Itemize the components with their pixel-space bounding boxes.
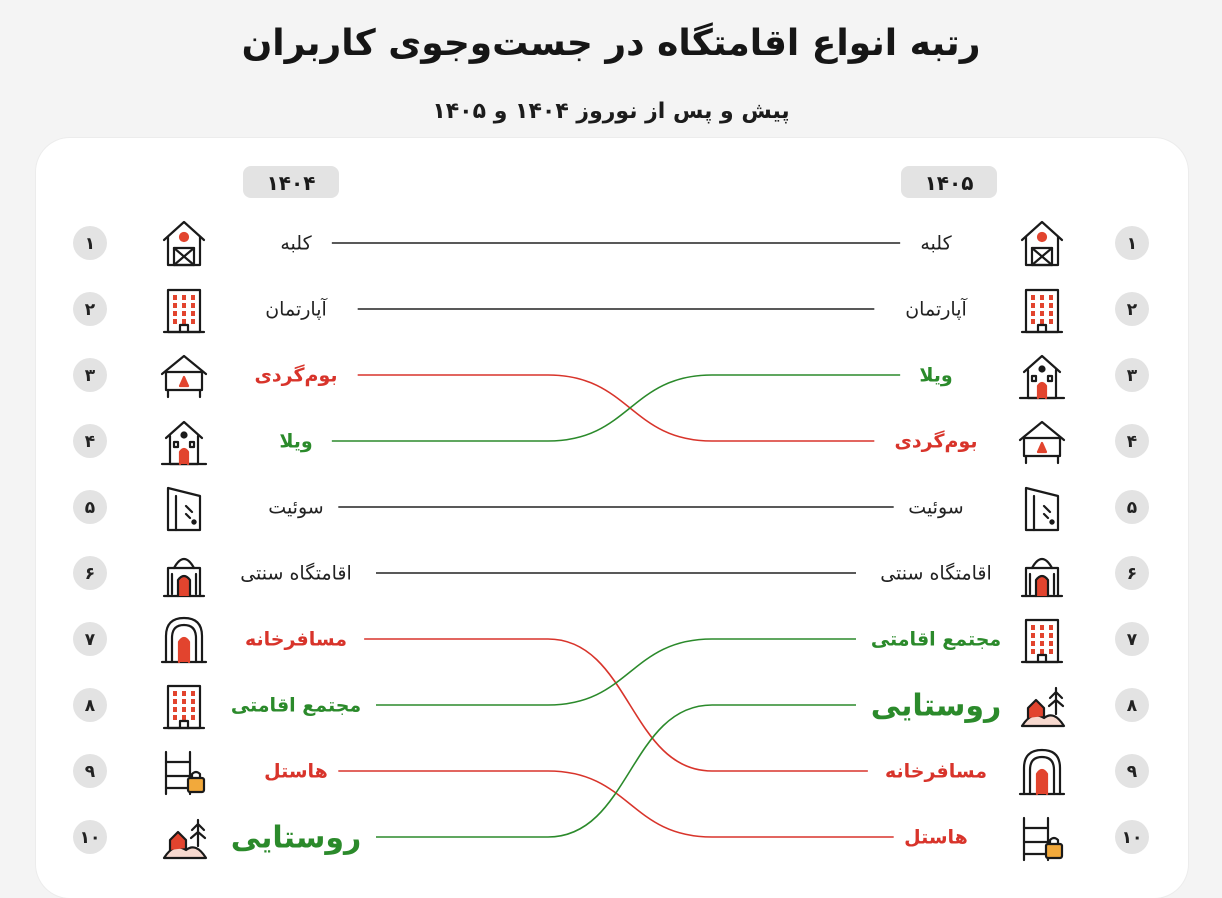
rank-badge-right-label: ۶ xyxy=(1126,564,1138,584)
icon-window xyxy=(1049,641,1053,646)
eco-lodge-icon xyxy=(1020,422,1064,463)
icon-window xyxy=(1040,311,1044,316)
cabin-icon xyxy=(164,222,204,265)
icon-accent xyxy=(1038,233,1046,241)
icon-window xyxy=(191,303,195,308)
guesthouse-icon xyxy=(162,618,206,662)
label-1404: کلبه xyxy=(280,232,312,255)
villa-icon xyxy=(1020,356,1064,398)
label-1404: بوم‌گردی xyxy=(254,364,338,387)
icon-window xyxy=(1040,633,1044,638)
rank-badge-left-label: ۷ xyxy=(84,630,96,650)
icon-window xyxy=(173,319,177,324)
label-1405: هاستل xyxy=(904,826,968,849)
chart-subtitle: پیش و پس از نوروز ۱۴۰۴ و ۱۴۰۵ xyxy=(432,99,790,124)
traditional-house-icon-part xyxy=(174,559,194,568)
cabin-icon-part xyxy=(1032,248,1052,265)
icon-accent xyxy=(188,778,204,792)
icon-window xyxy=(1049,319,1053,324)
icon-window xyxy=(1031,319,1035,324)
rank-badge-right-label: ۷ xyxy=(1126,630,1138,650)
suite-icon xyxy=(1026,488,1058,530)
rank-badge-left-label: ۹ xyxy=(84,762,96,782)
rank-badge-left-label: ۵ xyxy=(84,498,96,518)
icon-accent xyxy=(180,377,188,386)
hostel-icon xyxy=(1024,818,1062,860)
label-1404: آپارتمان xyxy=(265,298,327,321)
slope-line xyxy=(338,771,893,837)
icon-accent xyxy=(180,233,188,241)
villa-icon-part xyxy=(1032,376,1052,381)
icon-window xyxy=(1031,303,1035,308)
guesthouse-icon xyxy=(1020,750,1064,794)
icon-window xyxy=(1031,649,1035,654)
rank-badge-left-label: ۲ xyxy=(84,300,96,320)
year-label-left: ۱۴۰۴ xyxy=(266,171,316,195)
label-1405: کلبه xyxy=(920,232,952,255)
rank-badge-left-label: ۳ xyxy=(84,366,96,386)
icon-window xyxy=(1040,641,1044,646)
rank-badge-right-label: ۳ xyxy=(1126,366,1138,386)
slope-line xyxy=(358,375,875,441)
villa-icon xyxy=(162,422,206,464)
suite-icon-part xyxy=(186,506,192,518)
rank-badge-left-label: ۱۰ xyxy=(79,828,101,848)
icon-part xyxy=(182,433,187,438)
icon-window xyxy=(182,295,186,300)
icon-window xyxy=(1049,303,1053,308)
rank-badge-left-label: ۱ xyxy=(84,234,96,254)
icon-window xyxy=(182,715,186,720)
label-1405: مسافرخانه xyxy=(885,760,987,783)
icon-window xyxy=(191,311,195,316)
rank-badge-right-label: ۸ xyxy=(1126,696,1138,716)
rural-icon xyxy=(1022,688,1064,726)
villa-icon-part xyxy=(174,442,194,447)
traditional-house-icon-part xyxy=(1036,576,1048,596)
icon-window xyxy=(173,295,177,300)
icon-part xyxy=(1050,520,1053,523)
icon-window xyxy=(1049,649,1053,654)
icon-window xyxy=(1031,311,1035,316)
residential-complex-icon xyxy=(164,686,204,728)
hostel-icon xyxy=(166,752,204,794)
label-1405: روستایی xyxy=(870,688,1002,724)
cabin-icon-part xyxy=(174,248,194,265)
suite-icon xyxy=(168,488,200,530)
label-1404: روستایی xyxy=(230,820,362,856)
rank-badge-right-label: ۵ xyxy=(1126,498,1138,518)
traditional-house-icon xyxy=(1022,559,1062,596)
icon-window xyxy=(1040,319,1044,324)
label-1405: مجتمع اقامتی xyxy=(870,628,1002,651)
icon-window xyxy=(1031,633,1035,638)
rank-badge-right-label: ۴ xyxy=(1126,432,1138,452)
icon-window xyxy=(182,311,186,316)
traditional-house-icon-part xyxy=(178,576,190,596)
slope-line xyxy=(376,639,856,705)
rank-badge-left-label: ۴ xyxy=(84,432,96,452)
cabin-icon xyxy=(1022,222,1062,265)
icon-window xyxy=(173,311,177,316)
icon-window xyxy=(1049,625,1053,630)
label-1404: هاستل xyxy=(264,760,328,783)
icon-window xyxy=(191,707,195,712)
icon-window xyxy=(1040,295,1044,300)
icon-window xyxy=(1031,625,1035,630)
rank-badge-left-label: ۸ xyxy=(84,696,96,716)
icon-window xyxy=(1031,295,1035,300)
rural-icon-part xyxy=(170,832,186,850)
suite-icon-part xyxy=(1044,506,1050,518)
icon-window xyxy=(182,707,186,712)
icon-window xyxy=(1040,303,1044,308)
rank-badge-right-label: ۱۰ xyxy=(1121,828,1143,848)
rank-badge-right-label: ۱ xyxy=(1126,234,1138,254)
icon-window xyxy=(182,303,186,308)
label-1405: آپارتمان xyxy=(905,298,967,321)
guesthouse-icon-part xyxy=(179,638,189,662)
icon-part xyxy=(192,520,195,523)
label-1404: اقامتگاه سنتی xyxy=(240,562,352,585)
rural-icon-part xyxy=(191,820,205,846)
icon-window xyxy=(182,691,186,696)
label-1404: سوئیت xyxy=(268,496,324,519)
label-1404: ویلا xyxy=(279,430,313,453)
rank-badge-left-label: ۶ xyxy=(84,564,96,584)
icon-window xyxy=(182,699,186,704)
guesthouse-icon-part xyxy=(1037,770,1047,794)
icon-window xyxy=(1049,633,1053,638)
rank-badge-right-label: ۹ xyxy=(1126,762,1138,782)
villa-icon-part xyxy=(1038,383,1046,398)
eco-lodge-icon xyxy=(162,356,206,397)
icon-window xyxy=(173,715,177,720)
chart-title: رتبه انواع اقامتگاه در جست‌وجوی کاربران xyxy=(241,23,981,64)
traditional-house-icon xyxy=(164,559,204,596)
icon-window xyxy=(191,319,195,324)
apartment-icon xyxy=(1022,290,1062,332)
icon-window xyxy=(191,691,195,696)
icon-window xyxy=(173,707,177,712)
residential-complex-icon xyxy=(1022,620,1062,662)
apartment-icon xyxy=(164,290,204,332)
icon-part xyxy=(1040,367,1045,372)
icon-accent xyxy=(1046,844,1062,858)
icon-window xyxy=(1031,641,1035,646)
icon-accent xyxy=(1038,443,1046,452)
year-label-right: ۱۴۰۵ xyxy=(924,171,974,195)
hostel-icon-part xyxy=(1024,828,1048,854)
traditional-house-icon-part xyxy=(1032,559,1052,568)
rural-icon-part xyxy=(1049,688,1063,714)
icon-window xyxy=(1040,625,1044,630)
icon-window xyxy=(191,295,195,300)
label-1405: اقامتگاه سنتی xyxy=(880,562,992,585)
icon-window xyxy=(191,699,195,704)
label-1405: ویلا xyxy=(919,364,953,387)
icon-window xyxy=(191,715,195,720)
icon-window xyxy=(173,699,177,704)
hostel-icon-part xyxy=(166,762,190,788)
icon-window xyxy=(1049,295,1053,300)
rural-icon-part xyxy=(1028,700,1044,718)
icon-window xyxy=(182,319,186,324)
rural-icon xyxy=(164,820,206,858)
icon-window xyxy=(1040,649,1044,654)
slope-line xyxy=(332,375,900,441)
icon-window xyxy=(173,303,177,308)
label-1404: مسافرخانه xyxy=(245,628,347,651)
label-1405: بوم‌گردی xyxy=(894,430,978,453)
label-1404: مجتمع اقامتی xyxy=(230,694,362,717)
icon-window xyxy=(173,691,177,696)
icon-window xyxy=(1049,311,1053,316)
rank-badge-right-label: ۲ xyxy=(1126,300,1138,320)
villa-icon-part xyxy=(180,449,188,464)
label-1405: سوئیت xyxy=(908,496,964,519)
